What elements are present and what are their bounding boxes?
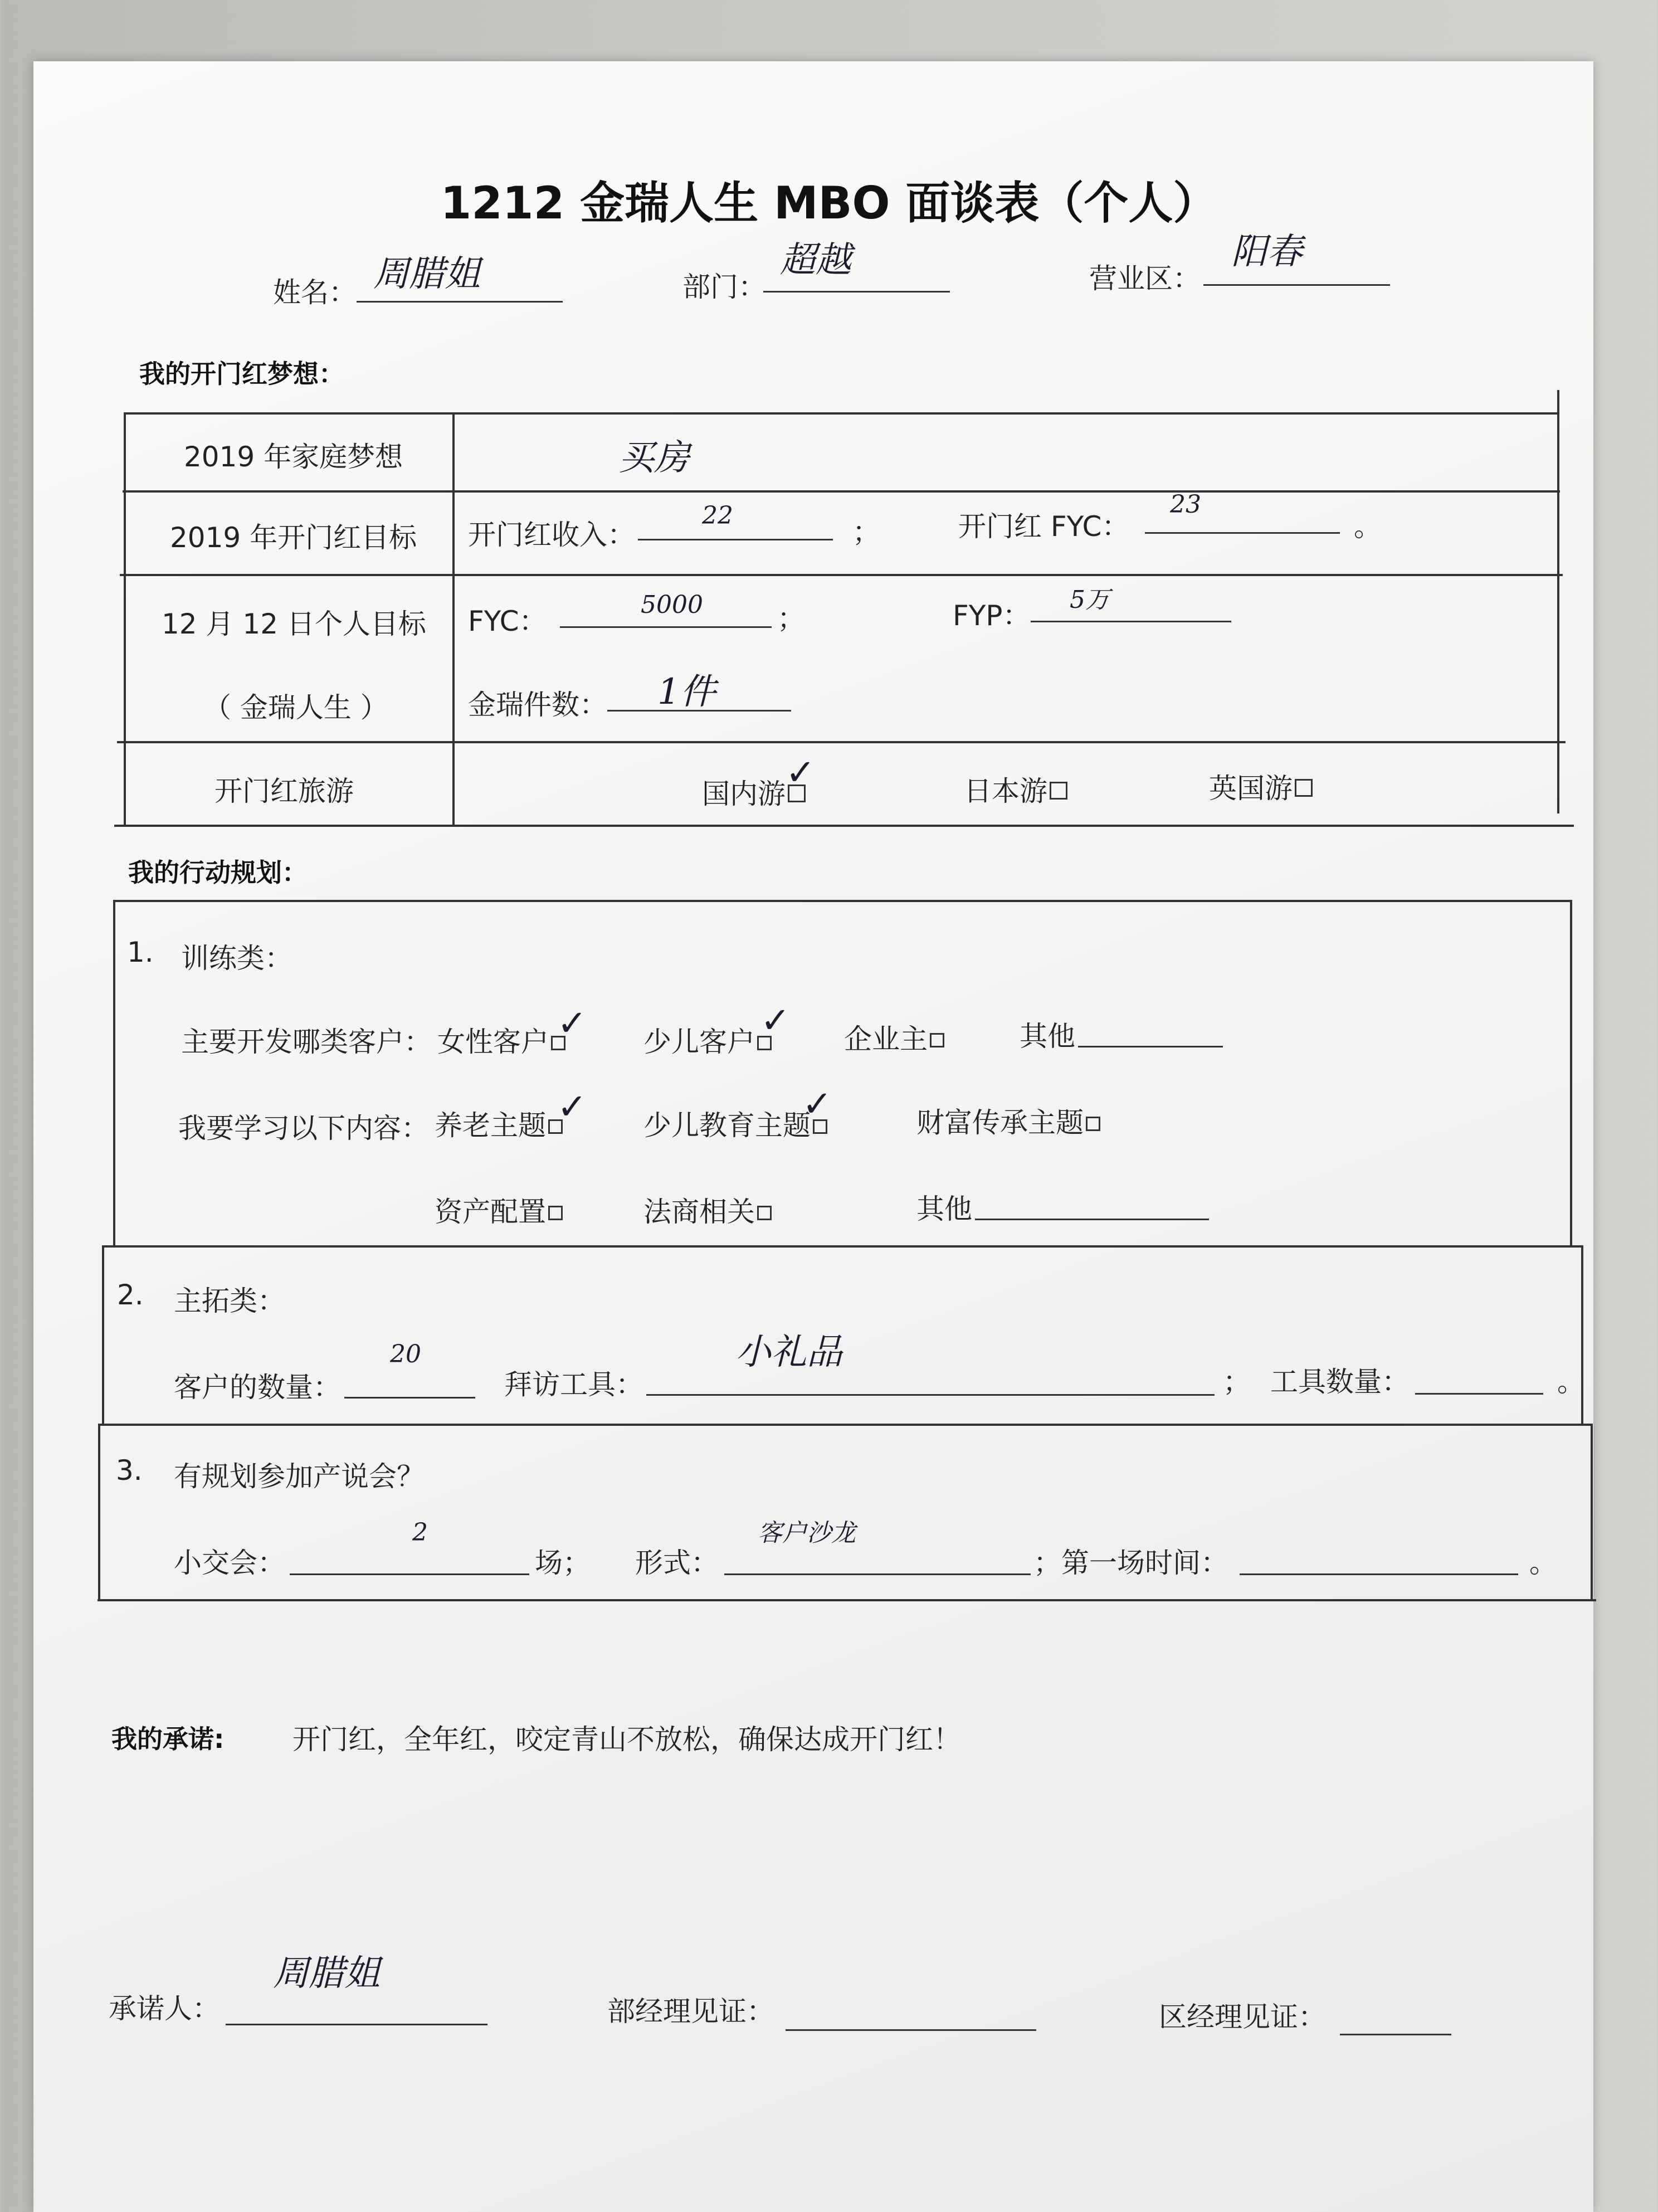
- income-field[interactable]: [638, 504, 833, 540]
- fyc-target-label: 开门红 FYC：: [958, 510, 1130, 543]
- seminar-title: 有规划参加产说会？: [174, 1460, 425, 1493]
- first-event-label: ；第一场时间：: [1033, 1547, 1228, 1579]
- customer-other-label: 其他: [1020, 1020, 1075, 1053]
- checkbox[interactable]: [548, 1206, 563, 1220]
- visit-tools-label: 拜访工具：: [504, 1368, 643, 1401]
- client-count-value: 20: [390, 1340, 421, 1368]
- checkbox[interactable]: [757, 1206, 772, 1220]
- family-dream-value: 买房: [618, 437, 690, 479]
- personal-goal-label: 12 月 12 日个人目标: [162, 608, 426, 640]
- learn-option-asset[interactable]: 资产配置: [435, 1190, 563, 1230]
- learn-other-label: 其他: [916, 1193, 972, 1225]
- checkmark-icon: ✓: [802, 1084, 832, 1125]
- first-event-field[interactable]: [1240, 1539, 1518, 1575]
- personal-goal-sub: （ 金瑞人生 ）: [203, 691, 388, 724]
- checkmark-icon: ✓: [786, 752, 816, 793]
- sales-area-label: 营业区：: [1089, 262, 1201, 295]
- client-count-label: 客户的数量：: [174, 1371, 341, 1404]
- fyc-label: FYC：: [468, 605, 547, 637]
- checkmark-icon: ✓: [557, 1086, 587, 1128]
- area-manager-label: 区经理见证：: [1159, 2001, 1326, 2033]
- department-value: 超越: [780, 240, 851, 281]
- fyc-value: 5000: [641, 591, 703, 619]
- family-dream-label: 2019 年家庭梦想: [184, 441, 403, 473]
- name-label: 姓名：: [273, 276, 357, 309]
- visit-tools-field[interactable]: [646, 1360, 1215, 1396]
- small-event-label: 小交会：: [174, 1547, 285, 1579]
- checkbox[interactable]: [1295, 779, 1313, 797]
- customers-label: 主要开发哪类客户：: [181, 1026, 432, 1058]
- checkmark-icon: ✓: [557, 1003, 587, 1044]
- target-label: 2019 年开门红目标: [170, 522, 417, 554]
- promise-label: 我的承诺:: [111, 1724, 225, 1754]
- small-event-unit: 场；: [535, 1547, 591, 1579]
- training-title: 训练类：: [181, 942, 292, 975]
- tool-count-field[interactable]: [1415, 1358, 1543, 1395]
- form-title: 1212 金瑞人生 MBO 面谈表（个人）: [440, 177, 1218, 229]
- travel-option-japan[interactable]: 日本游: [964, 769, 1067, 809]
- tool-count-label: 工具数量：: [1270, 1366, 1410, 1398]
- fyc-target-period: 。: [1354, 510, 1382, 543]
- travel-option-uk[interactable]: 英国游: [1209, 766, 1313, 806]
- expansion-title: 主拓类：: [174, 1285, 285, 1317]
- promiser-label: 承诺人：: [109, 1992, 220, 2025]
- customer-option-women[interactable]: 女性客户: [437, 1020, 565, 1060]
- checkmark-icon: ✓: [760, 1000, 791, 1041]
- policy-count-value: 1件: [657, 671, 716, 713]
- fyc-target-value: 23: [1170, 490, 1201, 519]
- learn-option-wealth[interactable]: 财富传承主题: [916, 1100, 1100, 1141]
- income-label: 开门红收入：: [468, 519, 635, 551]
- dream-section-heading: 我的开门红梦想：: [139, 359, 344, 389]
- income-value: 22: [702, 501, 733, 530]
- customer-other-field[interactable]: [1078, 1011, 1223, 1047]
- event-format-value: 客户沙龙: [758, 1519, 856, 1547]
- learn-other-field[interactable]: [975, 1184, 1209, 1220]
- expansion-number: 2.: [117, 1279, 144, 1311]
- seminar-period: 。: [1529, 1547, 1557, 1579]
- fyc-semicolon: ；: [777, 602, 805, 635]
- fyp-value: 5万: [1070, 586, 1110, 614]
- department-label: 部门：: [682, 271, 766, 303]
- fyp-label: FYP：: [953, 600, 1031, 632]
- learn-option-education[interactable]: 少儿教育主题: [643, 1103, 827, 1143]
- small-event-value: 2: [412, 1518, 428, 1547]
- travel-label: 开门红旅游: [214, 775, 354, 807]
- promise-text: 开门红，全年红，咬定青山不放松，确保达成开门红！: [292, 1723, 961, 1756]
- learn-option-law[interactable]: 法商相关: [643, 1190, 772, 1230]
- small-event-field[interactable]: [290, 1539, 529, 1575]
- sales-area-value: 阳春: [1231, 231, 1303, 272]
- expansion-period: 。: [1557, 1366, 1585, 1398]
- checkbox[interactable]: [930, 1033, 944, 1047]
- training-number: 1.: [127, 936, 154, 968]
- action-section-heading: 我的行动规划：: [128, 857, 308, 888]
- dept-manager-field[interactable]: [786, 1995, 1036, 2031]
- customer-option-children[interactable]: 少儿客户: [643, 1020, 772, 1060]
- seminar-number: 3.: [116, 1454, 143, 1487]
- travel-option-domestic[interactable]: 国内游: [702, 772, 806, 812]
- customer-option-business[interactable]: 企业主: [844, 1017, 944, 1057]
- learn-label: 我要学习以下内容：: [178, 1112, 429, 1144]
- visit-tools-value: 小礼品: [735, 1332, 842, 1373]
- checkbox[interactable]: [1086, 1117, 1100, 1131]
- promiser-signature: 周腊姐: [273, 1953, 380, 1994]
- dept-manager-label: 部经理见证：: [607, 1995, 774, 2028]
- fyp-field[interactable]: [1031, 586, 1231, 622]
- learn-option-pension[interactable]: 养老主题: [435, 1103, 563, 1143]
- area-manager-field[interactable]: [1340, 1999, 1451, 2035]
- event-format-label: 形式：: [635, 1547, 719, 1579]
- policy-count-label: 金瑞件数：: [468, 689, 607, 721]
- name-value: 周腊姐: [373, 254, 480, 295]
- income-semicolon: ；: [852, 516, 880, 548]
- visit-tools-semicolon: ；: [1223, 1366, 1251, 1398]
- checkbox[interactable]: [1050, 782, 1067, 800]
